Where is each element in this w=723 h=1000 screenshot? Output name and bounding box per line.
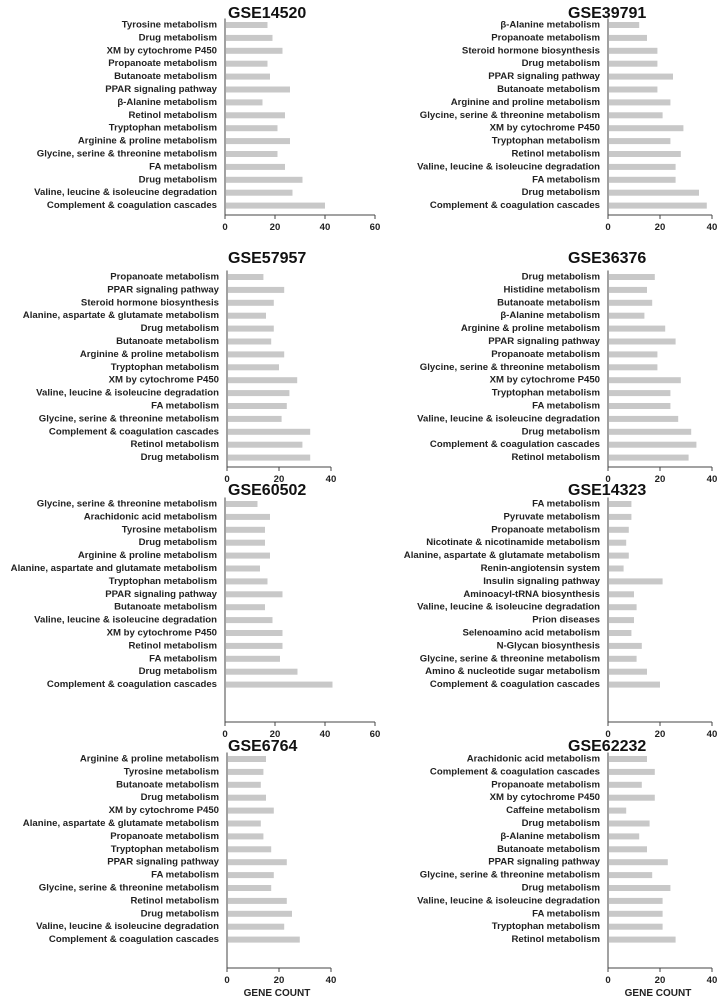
bar	[609, 203, 707, 209]
category-label: Drug metabolism	[138, 174, 217, 186]
category-label: Arginine & proline metabolism	[77, 550, 217, 562]
category-label: Glycine, serine & threonine metabolism	[419, 109, 600, 121]
chart-title: GSE6764	[228, 738, 298, 756]
bar	[226, 151, 278, 157]
bar	[228, 756, 266, 762]
bar	[609, 274, 655, 280]
bar	[226, 617, 273, 623]
category-label: Insulin signaling pathway	[483, 575, 600, 587]
chart-title: GSE57957	[228, 250, 307, 268]
bar	[609, 540, 626, 546]
x-tick-label: 0	[224, 975, 230, 986]
category-label: FA metabolism	[151, 869, 219, 881]
bar	[609, 287, 647, 293]
category-label: Steroid hormone biosynthesis	[461, 45, 600, 57]
bar	[609, 617, 634, 623]
bar	[226, 177, 303, 183]
bar	[226, 164, 285, 170]
bar	[228, 885, 271, 891]
x-tick-label: 20	[273, 474, 285, 485]
bar	[609, 35, 647, 41]
bar	[609, 911, 663, 917]
bar	[609, 87, 657, 93]
category-label: Drug metabolism	[140, 908, 219, 920]
category-label: Glycine, serine & threonine metabolism	[36, 148, 217, 160]
bar	[609, 501, 631, 507]
category-label: Valine, leucine & isoleucine degradation	[34, 187, 217, 199]
chart-panel-6	[404, 482, 718, 740]
category-label: PPAR signaling pathway	[105, 84, 217, 96]
bar	[609, 377, 681, 383]
category-label: PPAR signaling pathway	[488, 71, 600, 83]
chart-panel-1	[34, 5, 380, 233]
category-label: Nicotinate & nicotinamide metabolism	[426, 537, 600, 549]
bar	[226, 553, 270, 559]
category-label: Valine, leucine & isoleucine degradation	[36, 387, 219, 399]
category-label: Tryptophan metabolism	[108, 122, 217, 134]
bar	[609, 808, 626, 814]
bar	[226, 99, 263, 105]
category-label: FA metabolism	[532, 908, 600, 920]
bar	[228, 390, 289, 396]
bar	[226, 591, 283, 597]
bar	[609, 151, 681, 157]
x-tick-label: 20	[269, 729, 281, 740]
bar	[228, 377, 297, 383]
x-tick-label: 20	[654, 975, 666, 986]
category-label: Alanine, aspartate and glutamate metabolism	[10, 563, 217, 575]
bar	[226, 501, 258, 507]
bar	[609, 872, 652, 878]
bar	[228, 769, 263, 775]
category-label: Complement & coagulation cascades	[429, 439, 600, 451]
bar	[226, 540, 265, 546]
category-label: Drug metabolism	[138, 666, 217, 678]
category-label: Complement & coagulation cascades	[46, 679, 217, 691]
bar	[609, 177, 676, 183]
bar	[228, 455, 310, 461]
bar	[609, 669, 647, 675]
bar	[228, 808, 274, 814]
category-label: Selenoamino acid metabolism	[462, 627, 600, 639]
bar	[226, 656, 280, 662]
category-label: Butanoate metabolism	[114, 601, 217, 613]
bar	[226, 578, 268, 584]
chart-title: GSE39791	[568, 5, 647, 23]
category-label: Propanoate metabolism	[110, 830, 219, 842]
category-label: β-Alanine metabolism	[500, 19, 600, 31]
category-label: Aminoacyl-tRNA biosynthesis	[463, 588, 600, 600]
category-label: Tryptophan metabolism	[110, 843, 219, 855]
x-tick-label: 20	[269, 222, 281, 233]
bar	[609, 99, 670, 105]
category-label: FA metabolism	[151, 400, 219, 412]
x-tick-label: 20	[654, 222, 666, 233]
bar	[609, 846, 647, 852]
category-label: FA metabolism	[149, 653, 217, 665]
bar	[228, 339, 271, 345]
category-label: Tryptophan metabolism	[491, 387, 600, 399]
chart-panel-8	[417, 738, 717, 999]
category-label: Butanoate metabolism	[497, 297, 600, 309]
category-label: Arginine & proline metabolism	[460, 323, 600, 335]
category-label: PPAR signaling pathway	[105, 588, 217, 600]
bar	[609, 553, 629, 559]
category-label: Tryptophan metabolism	[110, 361, 219, 373]
category-label: Complement & coagulation cascades	[48, 426, 219, 438]
bar	[609, 578, 663, 584]
bar	[226, 35, 273, 41]
chart-title: GSE14323	[568, 482, 647, 500]
category-label: Retinol metabolism	[511, 452, 600, 464]
category-label: Retinol metabolism	[130, 439, 219, 451]
category-label: FA metabolism	[532, 498, 600, 510]
bar	[228, 274, 263, 280]
category-label: Propanoate metabolism	[491, 779, 600, 791]
bar	[609, 898, 663, 904]
category-label: Steroid hormone biosynthesis	[80, 297, 219, 309]
bar	[226, 643, 283, 649]
bar	[226, 566, 260, 572]
category-label: Amino & nucleotide sugar metabolism	[425, 666, 600, 678]
category-label: Valine, leucine & isoleucine degradation	[417, 161, 600, 173]
category-label: Alanine, aspartate & glutamate metabolism	[403, 550, 600, 562]
bar	[228, 782, 261, 788]
bar	[609, 885, 670, 891]
bar	[228, 351, 284, 357]
category-label: Prion diseases	[532, 614, 600, 626]
category-label: Glycine, serine & threonine metabolism	[419, 361, 600, 373]
bar	[609, 22, 639, 28]
category-label: Drug metabolism	[140, 792, 219, 804]
bar	[609, 630, 631, 636]
x-tick-label: 0	[222, 222, 228, 233]
x-tick-label: 0	[605, 975, 611, 986]
category-label: Tryptophan metabolism	[491, 135, 600, 147]
category-label: β-Alanine metabolism	[500, 310, 600, 322]
category-label: Arginine & proline metabolism	[79, 348, 219, 360]
category-label: Arginine & proline metabolism	[77, 135, 217, 147]
category-label: Retinol metabolism	[511, 934, 600, 946]
category-label: Drug metabolism	[521, 271, 600, 283]
bar	[226, 22, 268, 28]
category-label: Butanoate metabolism	[497, 84, 600, 96]
category-label: Glycine, serine & threonine metabolism	[419, 653, 600, 665]
bar	[609, 339, 676, 345]
bar	[609, 429, 691, 435]
bar	[609, 591, 634, 597]
category-label: Drug metabolism	[521, 426, 600, 438]
x-tick-label: 0	[224, 474, 230, 485]
category-label: Drug metabolism	[140, 323, 219, 335]
category-label: Complement & coagulation cascades	[429, 766, 600, 778]
category-label: Retinol metabolism	[130, 895, 219, 907]
x-axis-label: GENE COUNT	[243, 988, 311, 999]
chart-title: GSE14520	[228, 5, 307, 23]
category-label: Drug metabolism	[521, 882, 600, 894]
category-label: XM by cytochrome P450	[489, 792, 600, 804]
bar	[228, 821, 261, 827]
bar	[226, 514, 270, 520]
bar	[226, 125, 278, 131]
category-label: Histidine metabolism	[503, 284, 600, 296]
bar	[226, 74, 270, 80]
bar	[609, 859, 668, 865]
x-tick-label: 40	[319, 729, 331, 740]
x-tick-label: 20	[654, 474, 666, 485]
bar	[609, 656, 637, 662]
bar	[228, 898, 287, 904]
category-label: Valine, leucine & isoleucine degradation	[417, 601, 600, 613]
x-tick-label: 0	[605, 474, 611, 485]
x-tick-label: 0	[605, 729, 611, 740]
x-tick-label: 40	[325, 474, 337, 485]
category-label: XM by cytochrome P450	[106, 45, 217, 57]
x-tick-label: 20	[654, 729, 666, 740]
category-label: PPAR signaling pathway	[107, 284, 219, 296]
category-label: Valine, leucine & isoleucine degradation	[417, 895, 600, 907]
category-label: PPAR signaling pathway	[488, 856, 600, 868]
category-label: Butanoate metabolism	[116, 336, 219, 348]
bar	[609, 190, 699, 196]
x-tick-label: 40	[319, 222, 331, 233]
category-label: Propanoate metabolism	[491, 524, 600, 536]
category-label: Tyrosine metabolism	[121, 524, 217, 536]
category-label: Propanoate metabolism	[110, 271, 219, 283]
bar	[226, 604, 265, 610]
bar	[609, 769, 655, 775]
bar	[226, 190, 293, 196]
category-label: XM by cytochrome P450	[108, 805, 219, 817]
bar	[226, 527, 265, 533]
category-label: Tyrosine metabolism	[123, 766, 219, 778]
bar	[226, 112, 285, 118]
bar	[609, 313, 644, 319]
bar	[609, 527, 629, 533]
category-label: Glycine, serine & threonine metabolism	[36, 498, 217, 510]
category-label: Glycine, serine & threonine metabolism	[38, 413, 219, 425]
category-label: PPAR signaling pathway	[488, 336, 600, 348]
bar	[609, 74, 673, 80]
bar	[228, 846, 271, 852]
category-label: Tyrosine metabolism	[121, 19, 217, 31]
bar	[228, 924, 284, 930]
category-label: Complement & coagulation cascades	[46, 200, 217, 212]
bar	[609, 48, 657, 54]
category-label: β-Alanine metabolism	[117, 96, 217, 108]
bar	[609, 125, 683, 131]
bar	[228, 795, 266, 801]
category-label: FA metabolism	[532, 400, 600, 412]
category-label: Caffeine metabolism	[506, 805, 600, 817]
category-label: XM by cytochrome P450	[489, 122, 600, 134]
bar	[609, 455, 689, 461]
category-label: Arachidonic acid metabolism	[83, 511, 217, 523]
x-tick-label: 60	[369, 729, 381, 740]
category-label: Alanine, aspartate & glutamate metabolism	[22, 818, 219, 830]
bar	[609, 937, 676, 943]
category-label: Alanine, aspartate & glutamate metabolism	[22, 310, 219, 322]
category-label: PPAR signaling pathway	[107, 856, 219, 868]
chart-title: GSE62232	[568, 738, 647, 756]
bar	[226, 682, 333, 688]
x-tick-label: 40	[706, 729, 718, 740]
bar	[609, 442, 696, 448]
bar	[609, 112, 663, 118]
bar	[226, 87, 290, 93]
category-label: XM by cytochrome P450	[489, 374, 600, 386]
bar	[228, 300, 274, 306]
category-label: Propanoate metabolism	[491, 348, 600, 360]
chart-title: GSE36376	[568, 250, 647, 268]
bar	[226, 61, 268, 67]
bar	[228, 403, 287, 409]
category-label: Complement & coagulation cascades	[429, 679, 600, 691]
bar	[226, 630, 283, 636]
category-label: Renin-angiotensin system	[480, 563, 600, 575]
category-label: Butanoate metabolism	[497, 843, 600, 855]
chart-panel-2	[417, 5, 717, 233]
category-label: Arginine and proline metabolism	[450, 96, 600, 108]
bar	[228, 911, 292, 917]
category-label: Retinol metabolism	[128, 109, 217, 121]
category-label: Arginine & proline metabolism	[79, 753, 219, 765]
x-tick-label: 40	[706, 975, 718, 986]
x-tick-label: 40	[706, 222, 718, 233]
x-tick-label: 40	[706, 474, 718, 485]
chart-panel-3	[23, 250, 337, 485]
bar	[609, 326, 665, 332]
x-tick-label: 0	[605, 222, 611, 233]
bar	[609, 833, 639, 839]
category-label: Propanoate metabolism	[491, 32, 600, 44]
category-label: Complement & coagulation cascades	[48, 934, 219, 946]
category-label: FA metabolism	[532, 174, 600, 186]
bar	[609, 566, 624, 572]
category-label: Valine, leucine & isoleucine degradation	[36, 921, 219, 933]
category-label: Drug metabolism	[521, 818, 600, 830]
x-tick-label: 40	[325, 975, 337, 986]
bar	[226, 48, 283, 54]
bar	[609, 164, 676, 170]
bar	[609, 351, 657, 357]
bar	[609, 604, 637, 610]
bar	[228, 416, 282, 422]
bar	[228, 859, 287, 865]
bar	[609, 924, 663, 930]
chart-panel-5	[11, 482, 381, 740]
category-label: Valine, leucine & isoleucine degradation	[417, 413, 600, 425]
bar	[609, 643, 642, 649]
category-label: Pyruvate metabolism	[503, 511, 600, 523]
bar	[609, 682, 660, 688]
bar	[609, 61, 657, 67]
bar	[228, 287, 284, 293]
bar	[226, 203, 325, 209]
bar	[609, 364, 657, 370]
x-tick-label: 20	[273, 975, 285, 986]
bar	[609, 138, 670, 144]
bar	[609, 514, 631, 520]
x-tick-label: 60	[369, 222, 381, 233]
bar	[609, 756, 647, 762]
bar	[609, 821, 650, 827]
category-label: Drug metabolism	[138, 32, 217, 44]
category-label: N-Glycan biosynthesis	[496, 640, 600, 652]
x-tick-label: 0	[222, 729, 228, 740]
bar	[228, 937, 300, 943]
bar	[228, 429, 310, 435]
bar	[228, 364, 279, 370]
chart-panel-7	[23, 738, 337, 999]
category-label: Glycine, serine & threonine metabolism	[419, 869, 600, 881]
category-label: Tryptophan metabolism	[491, 921, 600, 933]
category-label: Drug metabolism	[140, 452, 219, 464]
category-label: XM by cytochrome P450	[106, 627, 217, 639]
x-axis-label: GENE COUNT	[624, 988, 692, 999]
category-label: Drug metabolism	[521, 58, 600, 70]
category-label: Propanoate metabolism	[108, 58, 217, 70]
category-label: Complement & coagulation cascades	[429, 200, 600, 212]
category-label: Butanoate metabolism	[116, 779, 219, 791]
bar	[226, 669, 298, 675]
bar	[609, 390, 670, 396]
bar	[609, 300, 652, 306]
bar	[228, 442, 302, 448]
bar	[609, 416, 678, 422]
bar	[228, 872, 274, 878]
category-label: β-Alanine metabolism	[500, 830, 600, 842]
category-label: Drug metabolism	[138, 537, 217, 549]
chart-panel-4	[417, 250, 717, 485]
bar	[609, 795, 655, 801]
category-label: Arachidonic acid metabolism	[466, 753, 600, 765]
category-label: Butanoate metabolism	[114, 71, 217, 83]
bar	[609, 782, 642, 788]
category-label: Drug metabolism	[521, 187, 600, 199]
bar	[226, 138, 290, 144]
category-label: Tryptophan metabolism	[108, 575, 217, 587]
chart-title: GSE60502	[228, 482, 307, 500]
bar	[228, 833, 263, 839]
category-label: Retinol metabolism	[511, 148, 600, 160]
category-label: Valine, leucine & isoleucine degradation	[34, 614, 217, 626]
category-label: XM by cytochrome P450	[108, 374, 219, 386]
category-label: Glycine, serine & threonine metabolism	[38, 882, 219, 894]
bar	[228, 326, 274, 332]
bar	[228, 313, 266, 319]
category-label: FA metabolism	[149, 161, 217, 173]
bar	[609, 403, 670, 409]
category-label: Retinol metabolism	[128, 640, 217, 652]
